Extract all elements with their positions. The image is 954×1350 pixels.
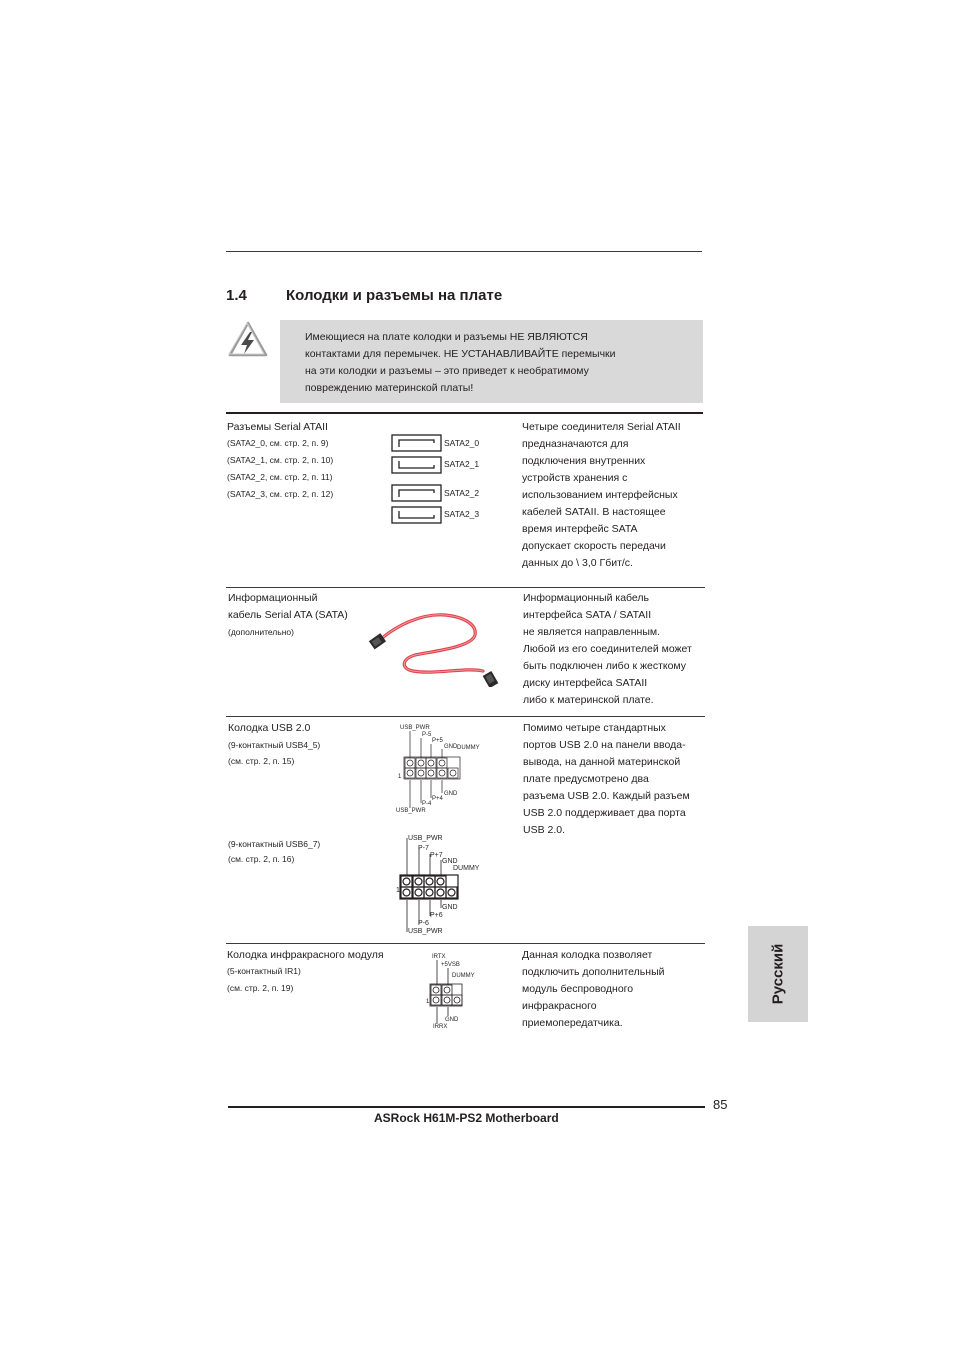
desc-line: использованием интерфейсных	[522, 489, 678, 501]
sata-ref: (SATA2_2, см. стр. 2, п. 11)	[227, 472, 333, 482]
language-tab	[748, 926, 808, 1022]
desc-line: устройств хранения с	[522, 472, 628, 484]
desc-line: USB 2.0 поддерживает два порта	[523, 807, 686, 819]
pin-label-gnd: GND	[442, 858, 458, 865]
cable-title: кабель Serial ATA (SATA)	[228, 609, 348, 621]
warning-line: повреждению материнской платы!	[305, 382, 474, 394]
desc-line: приемопередатчика.	[522, 1017, 623, 1029]
sata-port-label: SATA2_2	[444, 488, 480, 498]
sata-port-2	[392, 485, 441, 501]
pin-label-p-minus6: P-6	[418, 920, 429, 927]
cable-description	[523, 590, 692, 709]
desc-line: допускает скорость передачи	[522, 540, 666, 552]
usb-ref: (9-контактный USB6_7)	[228, 839, 321, 849]
divider	[226, 943, 705, 944]
sata-port-0	[392, 435, 441, 451]
sata-ref: (SATA2_3, см. стр. 2, п. 12)	[227, 489, 334, 499]
sata-connector-diagram	[390, 433, 445, 525]
pin-label-gnd: GND	[442, 904, 458, 911]
desc-line: Данная колодка позволяет	[522, 949, 653, 961]
desc-line: подключения внутренних	[522, 455, 646, 467]
sata-port-label: SATA2_0	[444, 438, 480, 448]
sata-port-label: SATA2_1	[444, 459, 480, 469]
pin-label-usb-pwr: USB_PWR	[400, 725, 430, 731]
desc-line: время интерфейс SATA	[522, 523, 638, 535]
desc-line: не является направленным.	[523, 626, 661, 638]
usb-ref: (см. стр. 2, п. 16)	[228, 854, 295, 864]
desc-line: инфракрасного	[522, 1000, 597, 1012]
ir-header-diagram	[424, 949, 484, 1033]
sata-port-3	[392, 507, 441, 523]
warning-line: на эти колодки и разъемы – это приведет к необратимому	[305, 365, 589, 377]
desc-line: быть подключен либо к жесткому	[523, 660, 687, 672]
desc-line: либо к материнской плате.	[523, 694, 654, 706]
ir-description	[522, 947, 664, 1032]
pin-label-usb-pwr: USB_PWR	[408, 928, 443, 935]
pin-label-dummy: DUMMY	[453, 865, 480, 872]
divider	[226, 716, 705, 717]
pin-label-dummy: DUMMY	[457, 745, 480, 751]
desc-line: Четыре соединителя Serial ATAII	[522, 421, 681, 433]
sata-cable-image	[365, 605, 505, 687]
desc-line: Любой из его соединителей может	[523, 643, 692, 655]
page-number: 85	[713, 1097, 728, 1112]
pin-label-p-plus4: P+4	[432, 796, 443, 802]
warning-line: контактами для перемычек. НЕ УСТАНАВЛИВАЙТЕ перемычки	[305, 348, 616, 360]
pin-label-1: 1	[396, 887, 400, 894]
desc-line: плате предусмотрено два	[523, 773, 649, 785]
pin-label-1: 1	[426, 999, 430, 1005]
sata-port-1	[392, 457, 441, 473]
top-rule	[226, 251, 702, 252]
desc-line: диску интерфейса SATAII	[523, 677, 648, 689]
ir-title: Колодка инфракрасного модуля	[227, 949, 384, 961]
section-number: 1.4	[226, 287, 247, 304]
usb-ref: (9-контактный USB4_5)	[228, 740, 321, 750]
desc-line: портов USB 2.0 на панели ввода-	[523, 739, 686, 751]
usb67-header-diagram	[394, 832, 486, 938]
footer-model: ASRock H61M-PS2 Motherboard	[374, 1111, 559, 1125]
divider	[226, 587, 705, 588]
desc-line: кабелей SATAII. В настоящее	[522, 506, 666, 518]
pin-label-usb-pwr: USB_PWR	[408, 835, 443, 842]
desc-line: Информационный кабель	[523, 592, 650, 604]
warning-note	[280, 320, 703, 403]
desc-line: интерфейса SATA / SATAII	[523, 609, 652, 621]
warning-triangle-icon	[226, 320, 268, 358]
usb-description	[523, 720, 690, 839]
warning-line: Имеющиеся на плате колодки и разъемы НЕ ЯВЛЯЮТСЯ	[305, 331, 588, 343]
sata-description	[522, 419, 681, 572]
pin-label-gnd: GND	[445, 1017, 459, 1023]
sata-port-label: SATA2_3	[444, 509, 480, 519]
ir-ref: (5-контактный IR1)	[227, 966, 301, 976]
sata-title: Разъемы Serial ATAII	[227, 421, 328, 433]
desc-line: подключить дополнительный	[522, 966, 665, 978]
desc-line: модуль беспроводного	[522, 983, 634, 995]
pin-label-5vsb: +5VSB	[441, 962, 460, 968]
usb-ref: (см. стр. 2, п. 15)	[228, 756, 295, 766]
ir-ref: (см. стр. 2, п. 19)	[227, 983, 294, 993]
pin-label-usb-pwr: USB_PWR	[396, 808, 426, 814]
sata-ref: (SATA2_0, см. стр. 2, п. 9)	[227, 438, 329, 448]
pin-label-dummy: DUMMY	[452, 973, 475, 979]
language-tab-label: Русский	[769, 943, 787, 1005]
pin-label-p-plus7: P+7	[430, 852, 443, 859]
sata-ref: (SATA2_1, см. стр. 2, п. 10)	[227, 455, 334, 465]
usb-title: Колодка USB 2.0	[228, 722, 311, 734]
pin-label-irrx: IRRX	[433, 1024, 448, 1030]
desc-line: предназначаются для	[522, 438, 629, 450]
desc-line: разъема USB 2.0. Каждый разъем	[523, 790, 690, 802]
pin-label-irtx: IRTX	[432, 954, 446, 960]
desc-line: вывода, на данной материнской	[523, 756, 681, 768]
pin-label-p-plus5: P+5	[432, 738, 443, 744]
cable-note: (дополнительно)	[228, 627, 294, 637]
cable-title: Информационный	[228, 592, 318, 604]
section-title: Колодки и разъемы на плате	[286, 287, 503, 304]
pin-label-p-minus4: P-4	[422, 801, 432, 807]
table-top-rule	[226, 412, 703, 414]
cable-connector-right	[483, 671, 499, 687]
desc-line: USB 2.0.	[523, 824, 566, 836]
pin-label-p-plus6: P+6	[430, 912, 443, 919]
pin-label-gnd: GND	[444, 791, 458, 797]
footer-rule	[228, 1106, 705, 1108]
desc-line: данных до \ 3,0 Гбит/с.	[522, 557, 633, 569]
pin-label-p-minus5: P-5	[422, 732, 432, 738]
pin-label-gnd: GND	[444, 744, 458, 750]
usb45-header-diagram	[394, 722, 486, 816]
pin-label-1: 1	[398, 774, 402, 780]
desc-line: Помимо четыре стандартных	[523, 722, 666, 734]
pin-label-p-minus7: P-7	[418, 845, 429, 852]
